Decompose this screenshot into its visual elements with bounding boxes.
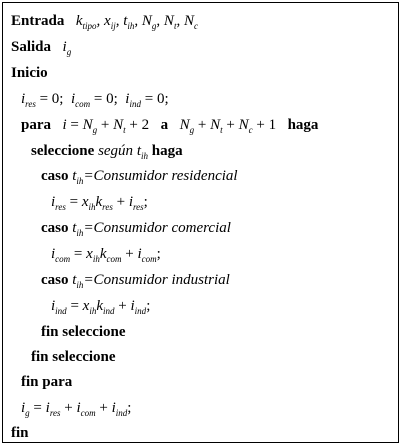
caso-variable: $t_{ih}$	[72, 272, 84, 290]
para-end: $N_g + N_t + N_c + 1$	[179, 117, 277, 135]
fin-para: fin para	[21, 374, 73, 390]
salida-variable: $i_g$	[62, 39, 72, 57]
init-statement: $i_{res} = 0$; $i_{com} = 0$; $i_{ind} = 0$;	[21, 91, 169, 109]
caso-variable: $t_{ih}$	[72, 168, 84, 186]
entrada-line	[11, 12, 198, 30]
seleccione-variable: $t_{ih}$	[136, 143, 148, 161]
algorithm-box	[2, 2, 399, 443]
fin-seleccione-outer: fin seleccione	[31, 349, 116, 365]
entrada-variables: $k_{tipo}$, $x_{ij}$, $t_{ih}$, $N_g$, $N_t$, $N_c$	[75, 13, 198, 31]
seleccione-line	[31, 142, 183, 160]
segun-word: según	[98, 143, 134, 159]
caso-condition: =Consumidor comercial	[83, 220, 231, 236]
para-keyword: para	[21, 117, 51, 133]
inicio-keyword: Inicio	[11, 65, 48, 81]
fin-seleccione-inner: fin seleccione	[41, 324, 126, 340]
caso-keyword: caso	[41, 220, 69, 236]
seleccione-haga-keyword: haga	[151, 143, 183, 159]
salida-keyword: Salida	[11, 39, 52, 55]
final-statement: $i_g = i_{res} + i_{com} + i_{ind}$;	[21, 400, 132, 418]
caso-comercial-line	[41, 219, 231, 237]
salida-line	[11, 38, 71, 56]
comercial-statement: $i_{com} = x_{ih}k_{com} + i_{com}$;	[51, 246, 161, 264]
caso-condition: =Consumidor residencial	[83, 168, 238, 184]
caso-keyword: caso	[41, 272, 69, 288]
seleccione-keyword: seleccione	[31, 143, 95, 159]
caso-condition: =Consumidor industrial	[83, 272, 230, 288]
industrial-statement: $i_{ind} = x_{ih}k_{ind} + i_{ind}$;	[51, 298, 151, 316]
a-keyword: a	[160, 117, 169, 133]
residencial-statement: $i_{res} = x_{ih}k_{res} + i_{res}$;	[51, 194, 148, 212]
caso-keyword: caso	[41, 168, 69, 184]
fin-keyword: fin	[11, 425, 29, 441]
haga-keyword: haga	[287, 117, 319, 133]
para-line	[21, 116, 318, 134]
caso-industrial-line	[41, 271, 230, 289]
caso-variable: $t_{ih}$	[72, 220, 84, 238]
entrada-keyword: Entrada	[11, 13, 65, 29]
para-start: $i = N_g + N_t + 2$	[62, 117, 150, 135]
caso-residencial-line	[41, 167, 238, 185]
